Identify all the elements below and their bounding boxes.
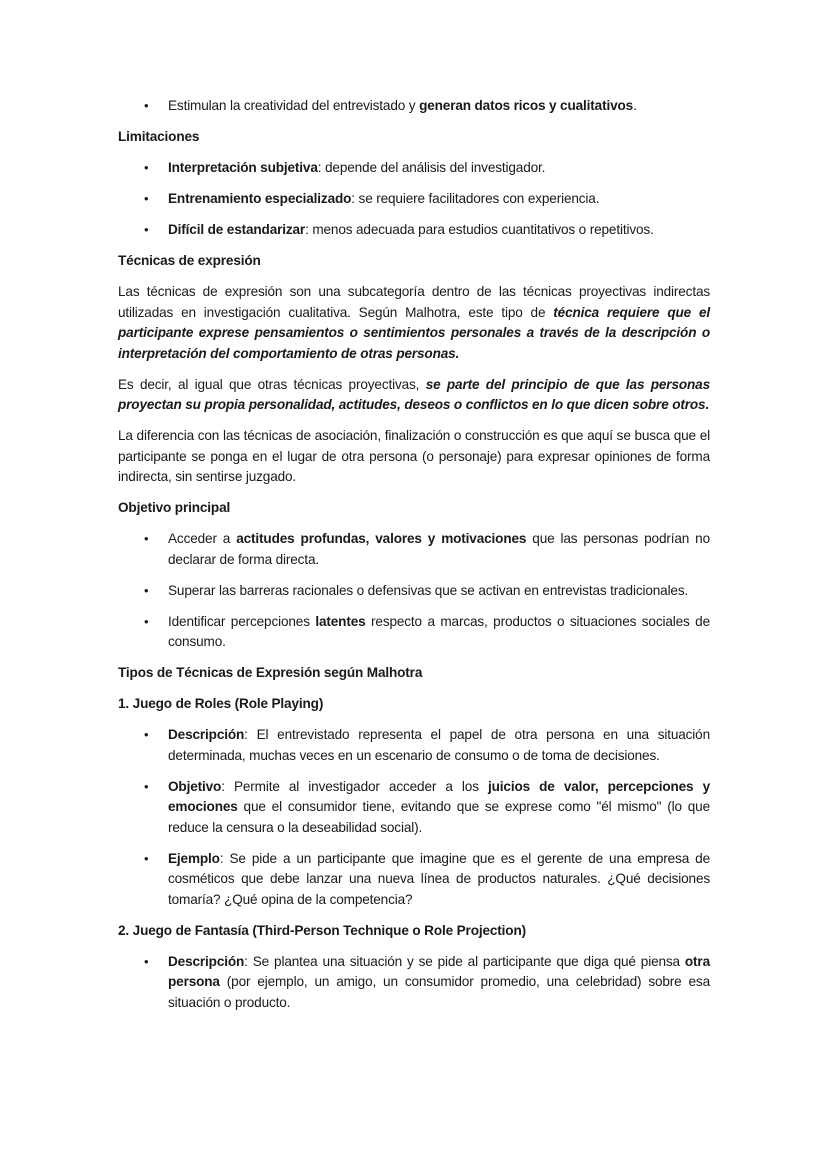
bullet-icon: • — [144, 191, 149, 206]
limitaciones-heading: Limitaciones — [118, 129, 200, 144]
bullet-icon: • — [144, 727, 149, 742]
juego-de-fantasia-list — [118, 952, 710, 1014]
bullet-icon: • — [144, 778, 149, 794]
objetivo-heading: Objetivo principal — [118, 500, 231, 515]
bullet-icon: • — [144, 953, 149, 969]
list-item: • Superar las barreras racionales o defensivas que se activan en entrevistas tradicionales. — [118, 581, 710, 602]
tipos-heading: Tipos de Técnicas de Expresión según Malhotra — [118, 665, 423, 680]
section-title-juego-de-roles: 1. Juego de Roles (Role Playing) — [118, 696, 324, 711]
bullet-icon: • — [144, 222, 149, 237]
list-item: • Difícil de estandarizar: menos adecuada para estudios cuantitativos o repetitivos. — [118, 220, 710, 241]
list-item: • Descripción: El entrevistado representa el papel de otra persona en una situación determinada, muchas veces en un escenario de consumo o de toma de decisiones. — [144, 727, 710, 763]
list-item: • Descripción: Se plantea una situación y se pide al participante que diga qué piensa otra persona (por ejemplo, un amigo, un consumidor promedio, una celebridad) sobre esa situación o producto. — [144, 953, 710, 1010]
list-item: • Ejemplo: Se pide a un participante que imagine que es el gerente de una empresa de cosméticos que debe lanzar una nueva línea de productos naturales. ¿Qué decisiones tomaría? ¿Qué opina de la competencia? — [144, 850, 710, 907]
intro-bullet-list — [118, 96, 710, 117]
list-item: • Entrenamiento especializado: se requiere facilitadores con experiencia. — [118, 189, 710, 210]
bullet-icon: • — [144, 582, 149, 598]
section-title-juego-de-fantasia: 2. Juego de Fantasía (Third-Person Technique o Role Projection) — [118, 922, 526, 938]
objetivo-list — [118, 529, 710, 653]
list-item: • Interpretación subjetiva: depende del análisis del investigador. — [118, 158, 710, 179]
paragraph: Las técnicas de expresión son una subcategoría dentro de las técnicas proyectivas indirectas utilizadas en investigación cualitativa. Según Malhotra, este tipo de técnica requiere que el participante exprese pensamientos o sentimientos personales a través de la descripción o interpretación del comportamiento de otras personas. — [118, 284, 710, 361]
bullet-icon: • — [144, 613, 149, 629]
bullet-icon: • — [144, 531, 149, 546]
paragraph: La diferencia con las técnicas de asociación, finalización o construcción es que aquí se busca que el participante se ponga en el lugar de otra persona (o personaje) para expresar opiniones de forma indirecta, sin sentirse juzgado. — [118, 428, 710, 484]
document-page — [118, 96, 710, 1024]
list-item: • Estimulan la creatividad del entrevistado y generan datos ricos y cualitativos. — [118, 96, 710, 117]
list-item: • Acceder a actitudes profundas, valores y motivaciones que las personas podrían no declarar de forma directa. — [144, 531, 711, 567]
list-item: • Objetivo: Permite al investigador acceder a los juicios de valor, percepciones y emociones que el consumidor tiene, evitando que se exprese como "él mismo" (lo que reduce la censura o la deseabilidad social). — [144, 778, 710, 835]
limitaciones-list — [118, 158, 710, 241]
bullet-icon: • — [144, 160, 149, 175]
tecnicas-expresion-heading: Técnicas de expresión — [118, 253, 261, 268]
bullet-icon: • — [144, 850, 149, 866]
list-item: • Identificar percepciones latentes respecto a marcas, productos o situaciones sociales de consumo. — [144, 613, 710, 649]
juego-de-roles-list — [118, 725, 710, 910]
bullet-icon: • — [144, 98, 149, 113]
paragraph: Es decir, al igual que otras técnicas proyectivas, se parte del principio de que las personas proyectan su propia personalidad, actitudes, deseos o conflictos en lo que dicen sobre otros. — [118, 376, 710, 412]
